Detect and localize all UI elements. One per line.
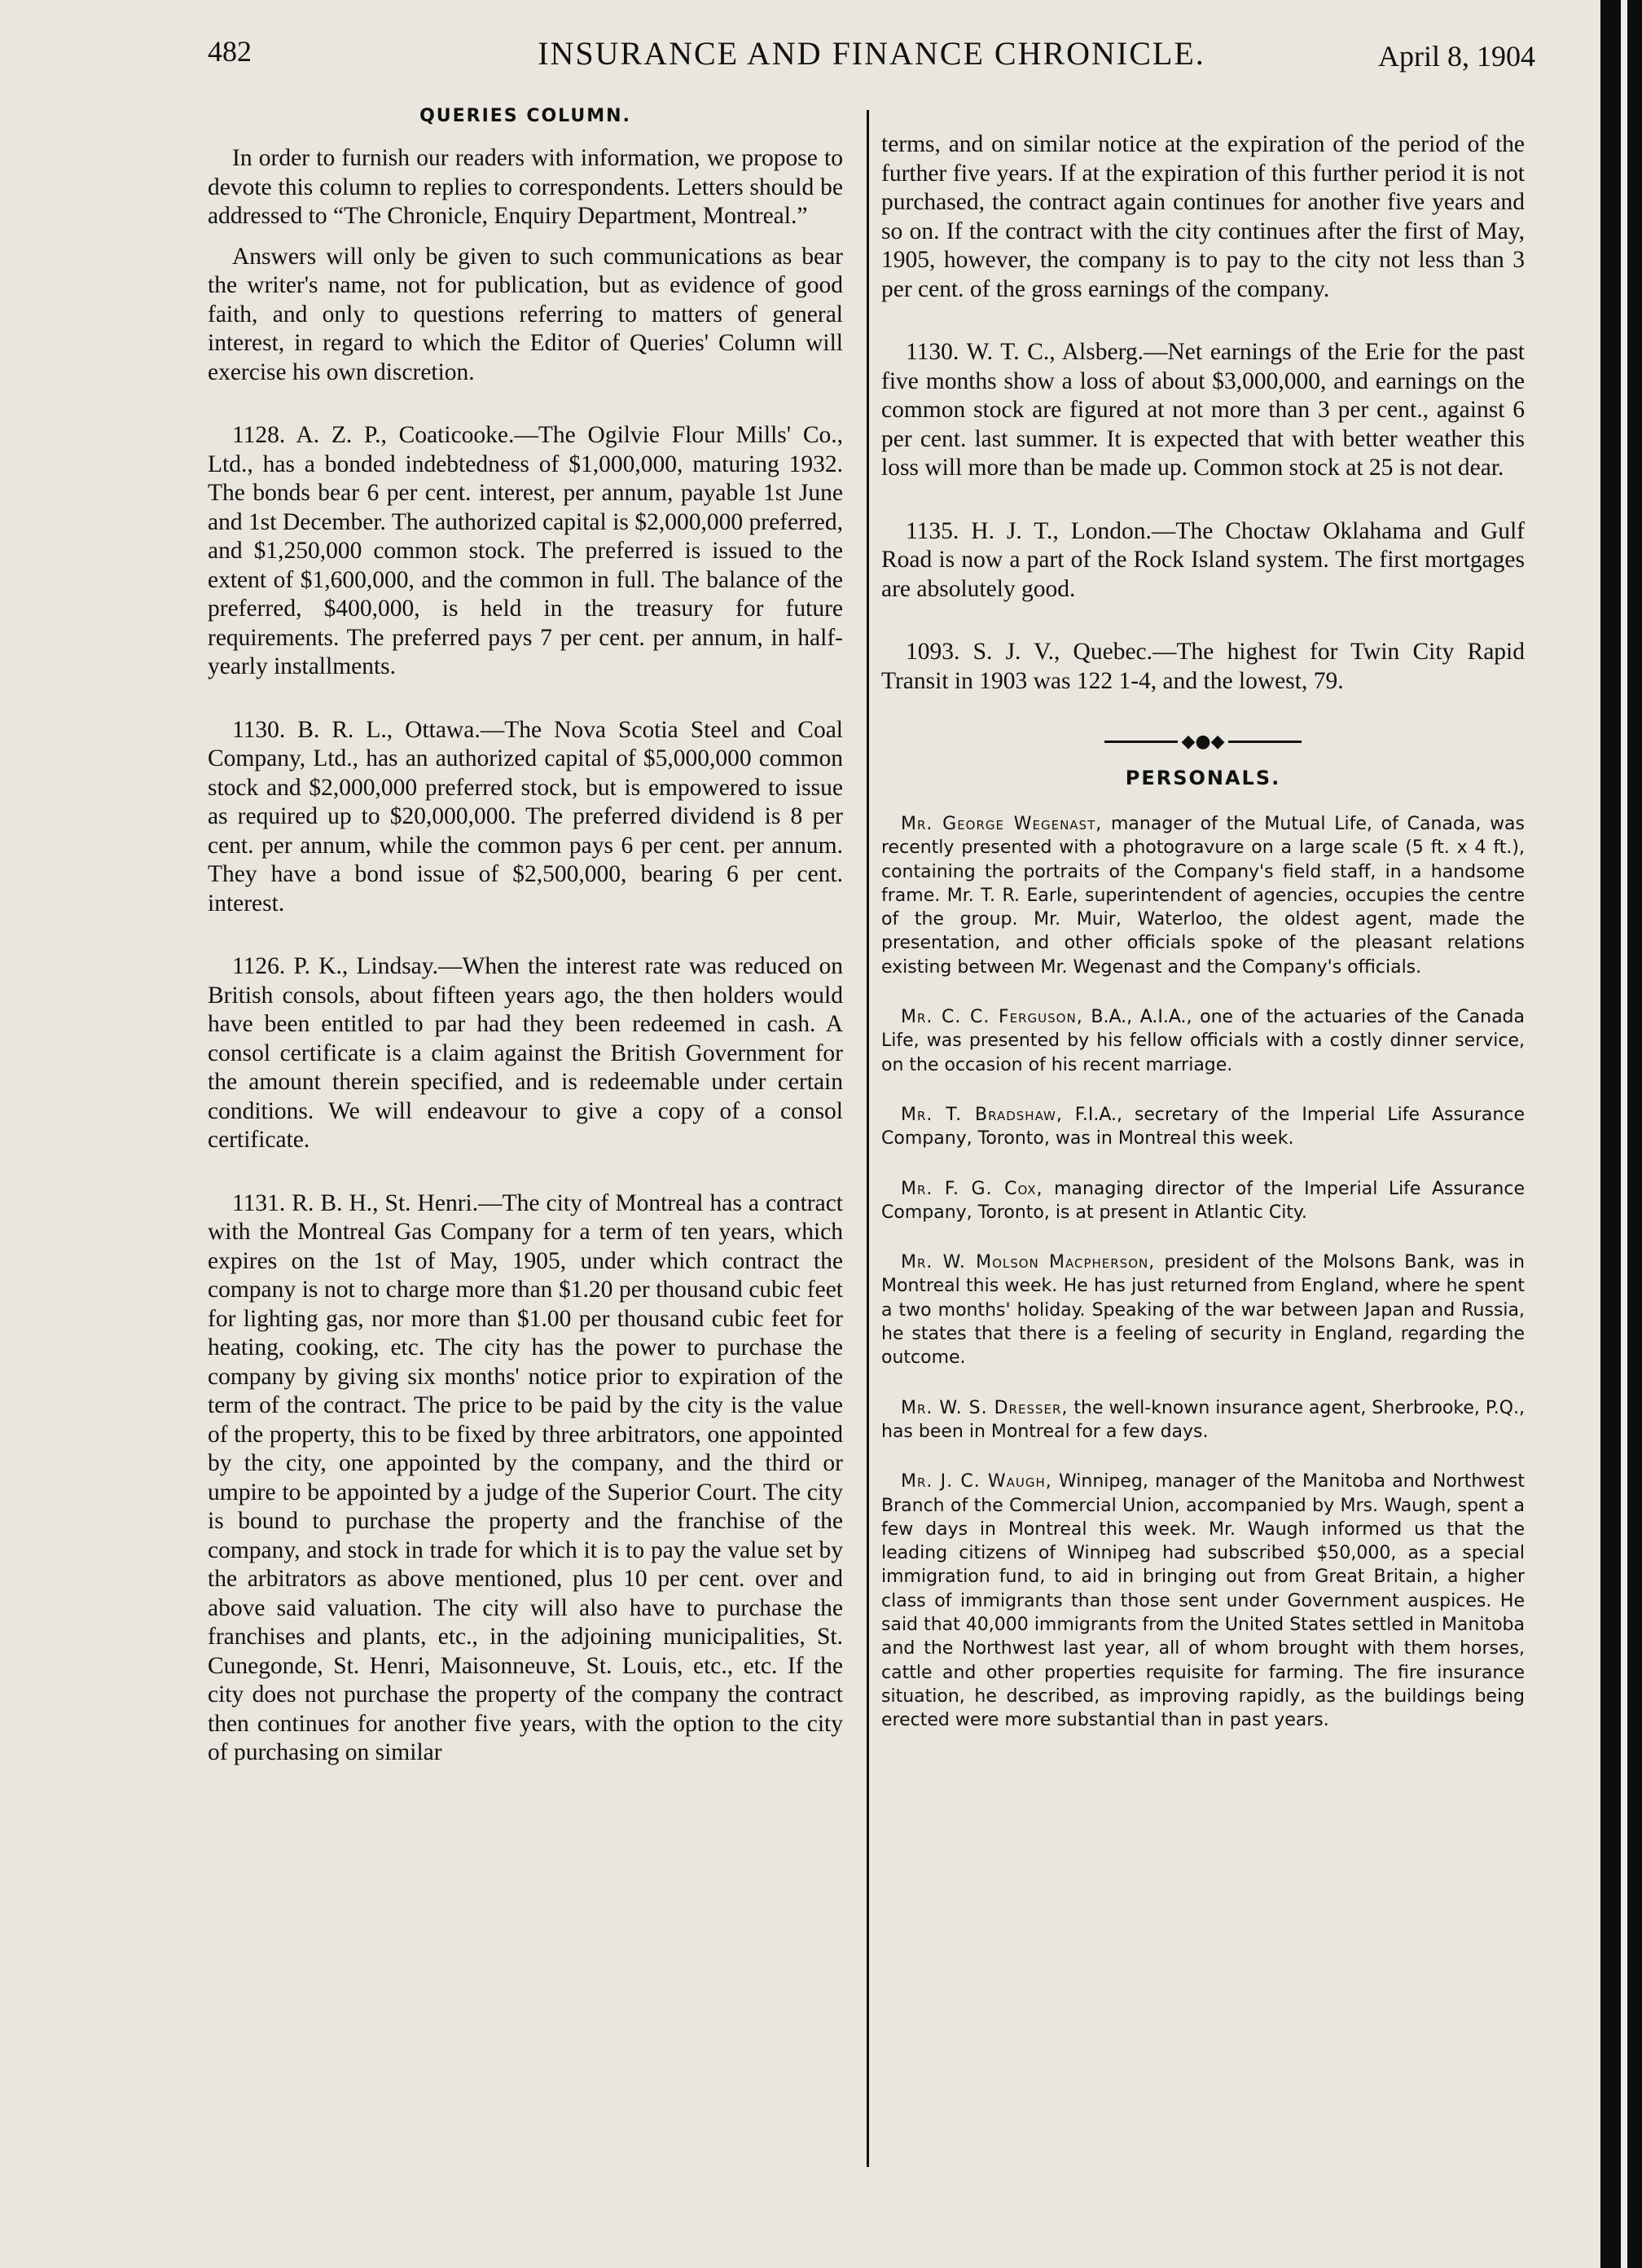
queries-heading: QUERIES COLUMN. [419, 106, 631, 126]
personal-name: Mr. W. Molson Macpherson, [901, 1252, 1156, 1273]
personal-item [881, 1250, 1525, 1369]
personal-item [881, 1396, 1525, 1444]
personal-item [881, 1470, 1525, 1732]
personal-name: Mr. W. S. Dresser, [901, 1397, 1069, 1418]
personal-text: president of the Molsons Bank, was in Montreal this week. He has just returned from England, where he spent a two months' holiday. Speaking of the war between Japan and Russia, he states that there is a feeling of security in England, regarding the outcome. [881, 1252, 1525, 1369]
page-number: 482 [208, 35, 252, 68]
page-header [208, 34, 1535, 99]
query-answer-continued: terms, and on similar notice at the expiration of the period of the further five years. If at the expiration of this further period it is not purchased, the contract again continues for another five years and so on. If the contract with the city continues after the first of May, 1905, however, the company is to pay to the city not less than 3 per cent. of the gross earnings of the company. [881, 131, 1525, 302]
left-column [208, 106, 843, 2159]
column-divider [867, 110, 869, 2167]
personal-text: manager of the Mutual Life, of Canada, was recently presented with a photogravure on a large scale (5 ft. x 4 ft.), containing the portraits of the Company's field staff, in a handsome frame. Mr. T. R. Earle, superintendent of agencies, occupies the centre of the group. Mr. Muir, Waterloo, the oldest agent, made the presentation, and other officials spoke of the pleasant relations existing between Mr. Wegenast and the Company's officials. [881, 814, 1525, 978]
query-answer: 1131. R. B. H., St. Henri.—The city of Montreal has a contract with the Montreal Gas Company for a term of ten years, which expires on the 1st of May, 1905, under which contract the company is not to charge more than $1.20 per thousand cubic feet for lighting gas, nor more than $1.00 per thousand cubic feet for heating, cooking, etc. The city has the power to purchase the company by giving six months' notice prior to expiration of the term of the contract. The price to be paid by the city is the value of the property, this to be fixed by three arbitrators, one appointed by the city, one appointed by the company, and the third or umpire to be appointed by a judge of the Superior Court. The city is bound to purchase the property and the franchise of the company, and stock in trade for which it is to pay the value set by the arbitrators as above mentioned, plus 10 per cent. over and above said valuation. The city will also have to purchase the franchises and plants, etc., in the adjoining municipalities, St. Cunegonde, St. Henri, Maisonneuve, St. Louis, etc., etc. If the city does not purchase the property of the company the contract then continues for another five years, with the option to the city of purchasing on similar [208, 1189, 843, 1765]
personal-name: Mr. C. C. Ferguson, [901, 1007, 1083, 1028]
personal-text: managing director of the Imperial Life Assurance Company, Toronto, is at present in Atlantic City. [881, 1178, 1525, 1223]
right-column [881, 130, 1525, 2175]
personal-text: F.I.A., secretary of the Imperial Life Assurance Company, Toronto, was in Montreal this week. [881, 1104, 1525, 1149]
personal-name: Mr. F. G. Cox, [901, 1178, 1043, 1199]
personal-item [881, 1177, 1525, 1225]
personal-item [881, 1103, 1525, 1151]
personal-item [881, 812, 1525, 979]
issue-date: April 8, 1904 [1378, 40, 1535, 73]
personals-heading: PERSONALS. [1125, 767, 1281, 789]
personal-text: B.A., A.I.A., one of the actuaries of the Canada Life, was presented by his fellow officials with a costly dinner service, on the occasion of his recent marriage. [881, 1007, 1525, 1075]
query-answer: 1130. B. R. L., Ottawa.—The Nova Scotia Steel and Coal Company, Ltd., has an authorized capital of $5,000,000 common stock and $2,000,000 preferred stock, but is empowered to issue as required up to $20,000,000. The preferred dividend is 8 per cent. per annum, while the common pays 6 per cent. per annum. They have a bond issue of $2,500,000, bearing 6 per cent. interest. [208, 716, 843, 916]
personal-name: Mr. J. C. Waugh, [901, 1471, 1052, 1492]
personal-name: Mr. T. Bradshaw, [901, 1104, 1063, 1125]
scan-edge-strip [1621, 0, 1627, 2268]
personal-text: the well-known insurance agent, Sherbrooke, P.Q., has been in Montreal for a few days. [881, 1397, 1525, 1442]
queries-intro-paragraph: Answers will only be given to such communications as bear the writer's name, not for publication, but as evidence of good faith, and only to questions referring to matters of general interest, in regard to which the Editor of Queries' Column will exercise his own discretion. [208, 243, 843, 385]
personal-name: Mr. George Wegenast, [901, 814, 1103, 834]
publication-title: INSURANCE AND FINANCE CHRONICLE. [538, 35, 1205, 72]
query-answer: 1128. A. Z. P., Coaticooke.—The Ogilvie Flour Mills' Co., Ltd., has a bonded indebtedness of $1,000,000, maturing 1932. The bonds bear 6 per cent. interest, per annum, payable 1st June and 1st December. The authorized capital is $2,000,000 preferred, and $1,250,000 common stock. The preferred is issued to the extent of $1,600,000, and the common in full. The balance of the preferred, $400,000, is held in the treasury for future requirements. The preferred pays 7 per cent. per annum, in half-yearly installments. [208, 422, 843, 679]
personal-item [881, 1005, 1525, 1077]
query-answer: 1093. S. J. V., Quebec.—The highest for Twin City Rapid Transit in 1903 was 122 1-4, and the lowest, 79. [881, 639, 1525, 694]
query-answer: 1126. P. K., Lindsay.—When the interest rate was reduced on British consols, about fifteen years ago, the then holders would have been entitled to par had they been redeemed in cash. A consol certificate is a claim against the British Government for the amount therein specified, and is redeemable under certain conditions. We will endeavour to give a copy of a consol certificate. [208, 953, 843, 1153]
queries-intro-paragraph: In order to furnish our readers with information, we propose to devote this column to replies to correspondents. Letters should be addressed to “The Chronicle, Enquiry Department, Montreal.” [208, 145, 843, 229]
personal-text: Winnipeg, manager of the Manitoba and Northwest Branch of the Commercial Union, accompanied by Mrs. Waugh, spent a few days in Montreal this week. Mr. Waugh informed us that the leading citizens of Winnipeg had subscribed $50,000, as a special immigration fund, to aid in bringing out from Great Britain, a higher class of immigrants than those sent under Government auspices. He said that 40,000 immigrants from the United States settled in Manitoba and the Northwest last year, all of whom brought with them horses, cattle and other properties requisite for farming. The fire insurance situation, he described, as improving rapidly, as the buildings being erected were more substantial than in past years. [881, 1471, 1525, 1731]
section-ornament: ◆●◆ [881, 732, 1525, 752]
query-answer: 1130. W. T. C., Alsberg.—Net earnings of the Erie for the past five months show a loss of about $3,000,000, and earnings on the common stock are figured at not more than 3 per cent., against 6 per cent. last summer. It is expected that with better weather this loss will more than be made up. Common stock at 25 is not dear. [881, 339, 1525, 481]
query-answer: 1135. H. J. T., London.—The Choctaw Oklahama and Gulf Road is now a part of the Rock Island system. The first mortgages are absolutely good. [881, 517, 1525, 602]
